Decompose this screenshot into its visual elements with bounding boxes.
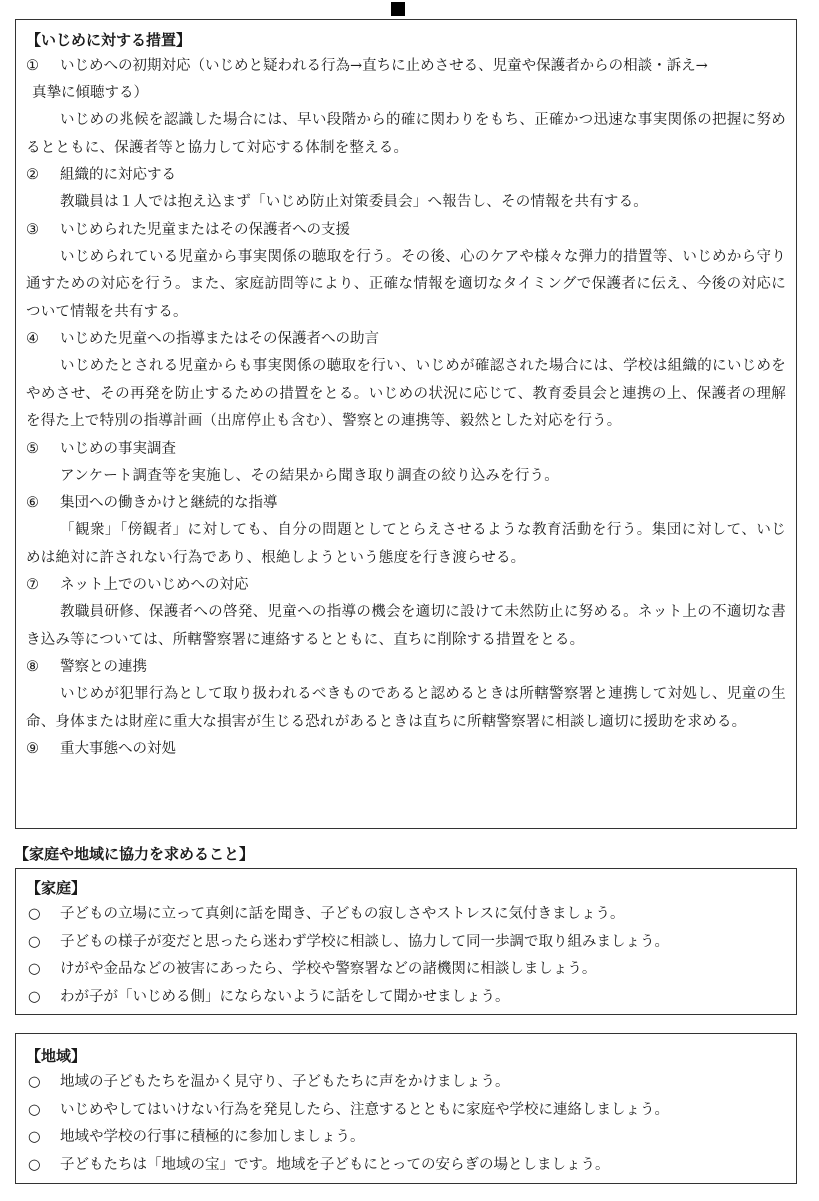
measure-title: ③ いじめられた児童またはその保護者への支援 [26,217,786,244]
measure-item [26,490,786,572]
cooperation-heading: 【家庭や地域に協力を求めること】 [14,845,255,863]
measure-item [26,217,786,327]
list-item: ○ わが子が「いじめる側」にならないように話をして聞かせましょう。 [26,984,786,1012]
measure-title: ① いじめへの初期対応（いじめと疑われる行為→直ちに止めさせる、児童や保護者からの相談・訴え→ [26,53,786,80]
measure-number: ② [26,167,39,183]
measure-body: 教職員研修、保護者への啓発、児童への指導の機会を適切に設けて未然防止に努める。ネット上の不適切な書き込み等については、所轄警察署に連絡するとともに、直ちに削除する措置をとる。 [26,604,786,648]
list-item: ○ 子どもたちは「地域の宝」です。地域を子どもにとっての安らぎの場としましょう。 [26,1152,786,1180]
list-item: ○ 子どもの立場に立って真剣に話を聞き、子どもの寂しさやストレスに気付きましょう。 [26,901,786,929]
measure-title: ⑨ 重大事態への対処 [26,736,786,763]
circle-bullet-icon: ○ [28,906,41,922]
measure-title-continued: 真摯に傾聴する） [32,85,148,101]
list-item: ○ 地域や学校の行事に積極的に参加しましょう。 [26,1124,786,1152]
measure-title: ④ いじめた児童への指導またはその保護者への助言 [26,326,786,353]
home-box [15,868,797,1015]
measure-body: いじめの兆候を認識した場合には、早い段階から的確に関わりをもち、正確かつ迅速な事実関係の把握に努めるとともに、保護者等と協力して対応する体制を整える。 [26,112,786,156]
measure-item [26,326,786,436]
measure-number: ⑧ [26,659,39,675]
measure-title: ⑧ 警察との連携 [26,654,786,681]
list-item: ○ いじめやしてはいけない行為を発見したら、注意するとともに家庭や学校に連絡しましょう。 [26,1097,786,1125]
circle-bullet-icon: ○ [28,1156,41,1173]
measure-item [26,436,786,491]
circle-bullet-icon: ○ [28,988,41,1005]
measure-body: いじめられている児童から事実関係の聴取を行う。その後、心のケアや様々な弾力的措置等、いじめから守り通すための対応を行う。また、家庭訪問等により、正確な情報を適切なタイミングで保護者に伝え、今後の対応について情報を共有する。 [26,248,786,320]
measure-title: ⑤ いじめの事実調査 [26,436,786,463]
home-heading: 【家庭】 [26,879,87,897]
circle-bullet-icon: ○ [28,1129,41,1145]
measure-number: ⑨ [26,741,39,757]
circle-bullet-icon: ○ [28,961,41,977]
measure-body: いじめたとされる児童からも事実関係の聴取を行い、いじめが確認された場合には、学校は組織的にいじめをやめさせ、その再発を防止するための措置をとる。いじめの状況に応じて、教育委員会と連携の上、保護者の理解を得た上で特別の指導計画（出席停止も含む）、警察との連携等、毅然とした対応を行う。 [26,358,786,429]
measure-item [26,654,786,736]
measure-number: ③ [26,221,39,238]
measure-body: 「観衆」「傍観者」に対しても、自分の問題としてとらえさせるような教育活動を行う。集団に対して、いじめは絶対に許されない行為であり、根絶しようという態度を行き渡らせる。 [26,522,786,566]
measures-box [15,19,797,829]
measure-item [26,572,786,654]
list-item: ○ けがや金品などの被害にあったら、学校や警察署などの諸機関に相談しましょう。 [26,956,786,984]
circle-bullet-icon: ○ [28,933,41,950]
circle-bullet-icon: ○ [28,1101,41,1118]
measure-item [26,53,786,162]
measure-body: いじめが犯罪行為として取り扱われるべきものであると認めるときは所轄警察署と連携して対処し、児童の生命、身体または財産に重大な損害が生じる恐れがあるときは直ちに所轄警察署に相談し適切に援助を求める。 [26,686,786,730]
measure-body: アンケート調査等を実施し、その結果から聞き取り調査の絞り込みを行う。 [60,467,559,484]
measure-title: ⑥ 集団への働きかけと継続的な指導 [26,490,786,517]
measure-number: ⑦ [26,577,39,593]
measure-number: ⑤ [26,440,39,457]
measure-number: ① [26,58,39,74]
list-item: ○ 子どもの様子が変だと思ったら迷わず学校に相談し、協力して同一歩調で取り組みましょう。 [26,929,786,957]
measure-number: ⑥ [26,495,39,511]
section-marker-square [391,2,405,16]
circle-bullet-icon: ○ [28,1074,41,1090]
measure-item [26,736,786,763]
measure-item [26,162,786,217]
community-heading: 【地域】 [26,1047,87,1065]
measure-body: 教職員は１人では抱え込まず「いじめ防止対策委員会」へ報告し、その情報を共有する。 [60,194,648,210]
measure-number: ④ [26,331,39,347]
measure-title: ⑦ ネット上でのいじめへの対応 [26,572,786,599]
measure-title: ② 組織的に対応する [26,162,786,189]
community-box [15,1033,797,1184]
list-item: ○ 地域の子どもたちを温かく見守り、子どもたちに声をかけましょう。 [26,1069,786,1097]
measures-heading: 【いじめに対する措置】 [26,31,192,49]
